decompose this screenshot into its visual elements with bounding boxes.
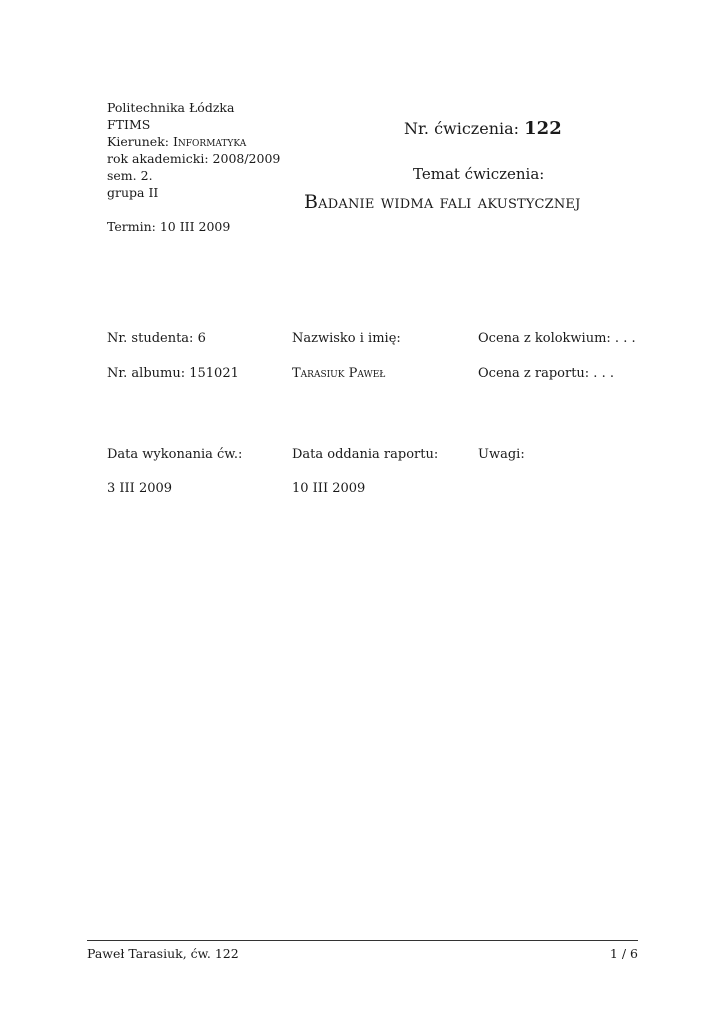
exec-date-value: 3 III 2009 xyxy=(107,481,173,496)
major-line xyxy=(107,133,280,150)
exercise-number xyxy=(404,118,562,139)
topic-title: Badanie widma fali akustycznej xyxy=(304,191,581,213)
topic-label: Temat ćwiczenia: xyxy=(413,165,545,183)
page-number: 1 / 6 xyxy=(609,946,638,961)
remarks-label: Uwagi: xyxy=(478,447,525,462)
name-label: Nazwisko i imię: xyxy=(292,331,401,346)
major-label: Kierunek: xyxy=(107,134,169,149)
footer-rule xyxy=(87,940,638,941)
exercise-number-value: 122 xyxy=(524,118,562,139)
major-value: Informatyka xyxy=(172,134,247,149)
header-block xyxy=(107,99,280,235)
report-date-label: Data oddania raportu: xyxy=(292,447,439,462)
faculty-name: FTIMS xyxy=(107,117,151,132)
semester: sem. 2. xyxy=(107,168,153,183)
academic-year: rok akademicki: 2008/2009 xyxy=(107,151,281,166)
colloquium-grade: Ocena z kolokwium: . . . xyxy=(478,331,636,346)
album-number: Nr. albumu: 151021 xyxy=(107,366,239,381)
student-number: Nr. studenta: 6 xyxy=(107,331,206,346)
group: grupa II xyxy=(107,185,159,200)
term-date: Termin: 10 III 2009 xyxy=(107,219,231,234)
student-name: Tarasiuk Paweł xyxy=(292,366,386,381)
report-date-value: 10 III 2009 xyxy=(292,481,366,496)
report-grade: Ocena z raportu: . . . xyxy=(478,366,614,381)
exercise-number-label: Nr. ćwiczenia: xyxy=(404,119,520,138)
university-name: Politechnika Łódzka xyxy=(107,100,235,115)
exec-date-label: Data wykonania ćw.: xyxy=(107,447,243,462)
footer-author: Paweł Tarasiuk, ćw. 122 xyxy=(87,946,239,961)
